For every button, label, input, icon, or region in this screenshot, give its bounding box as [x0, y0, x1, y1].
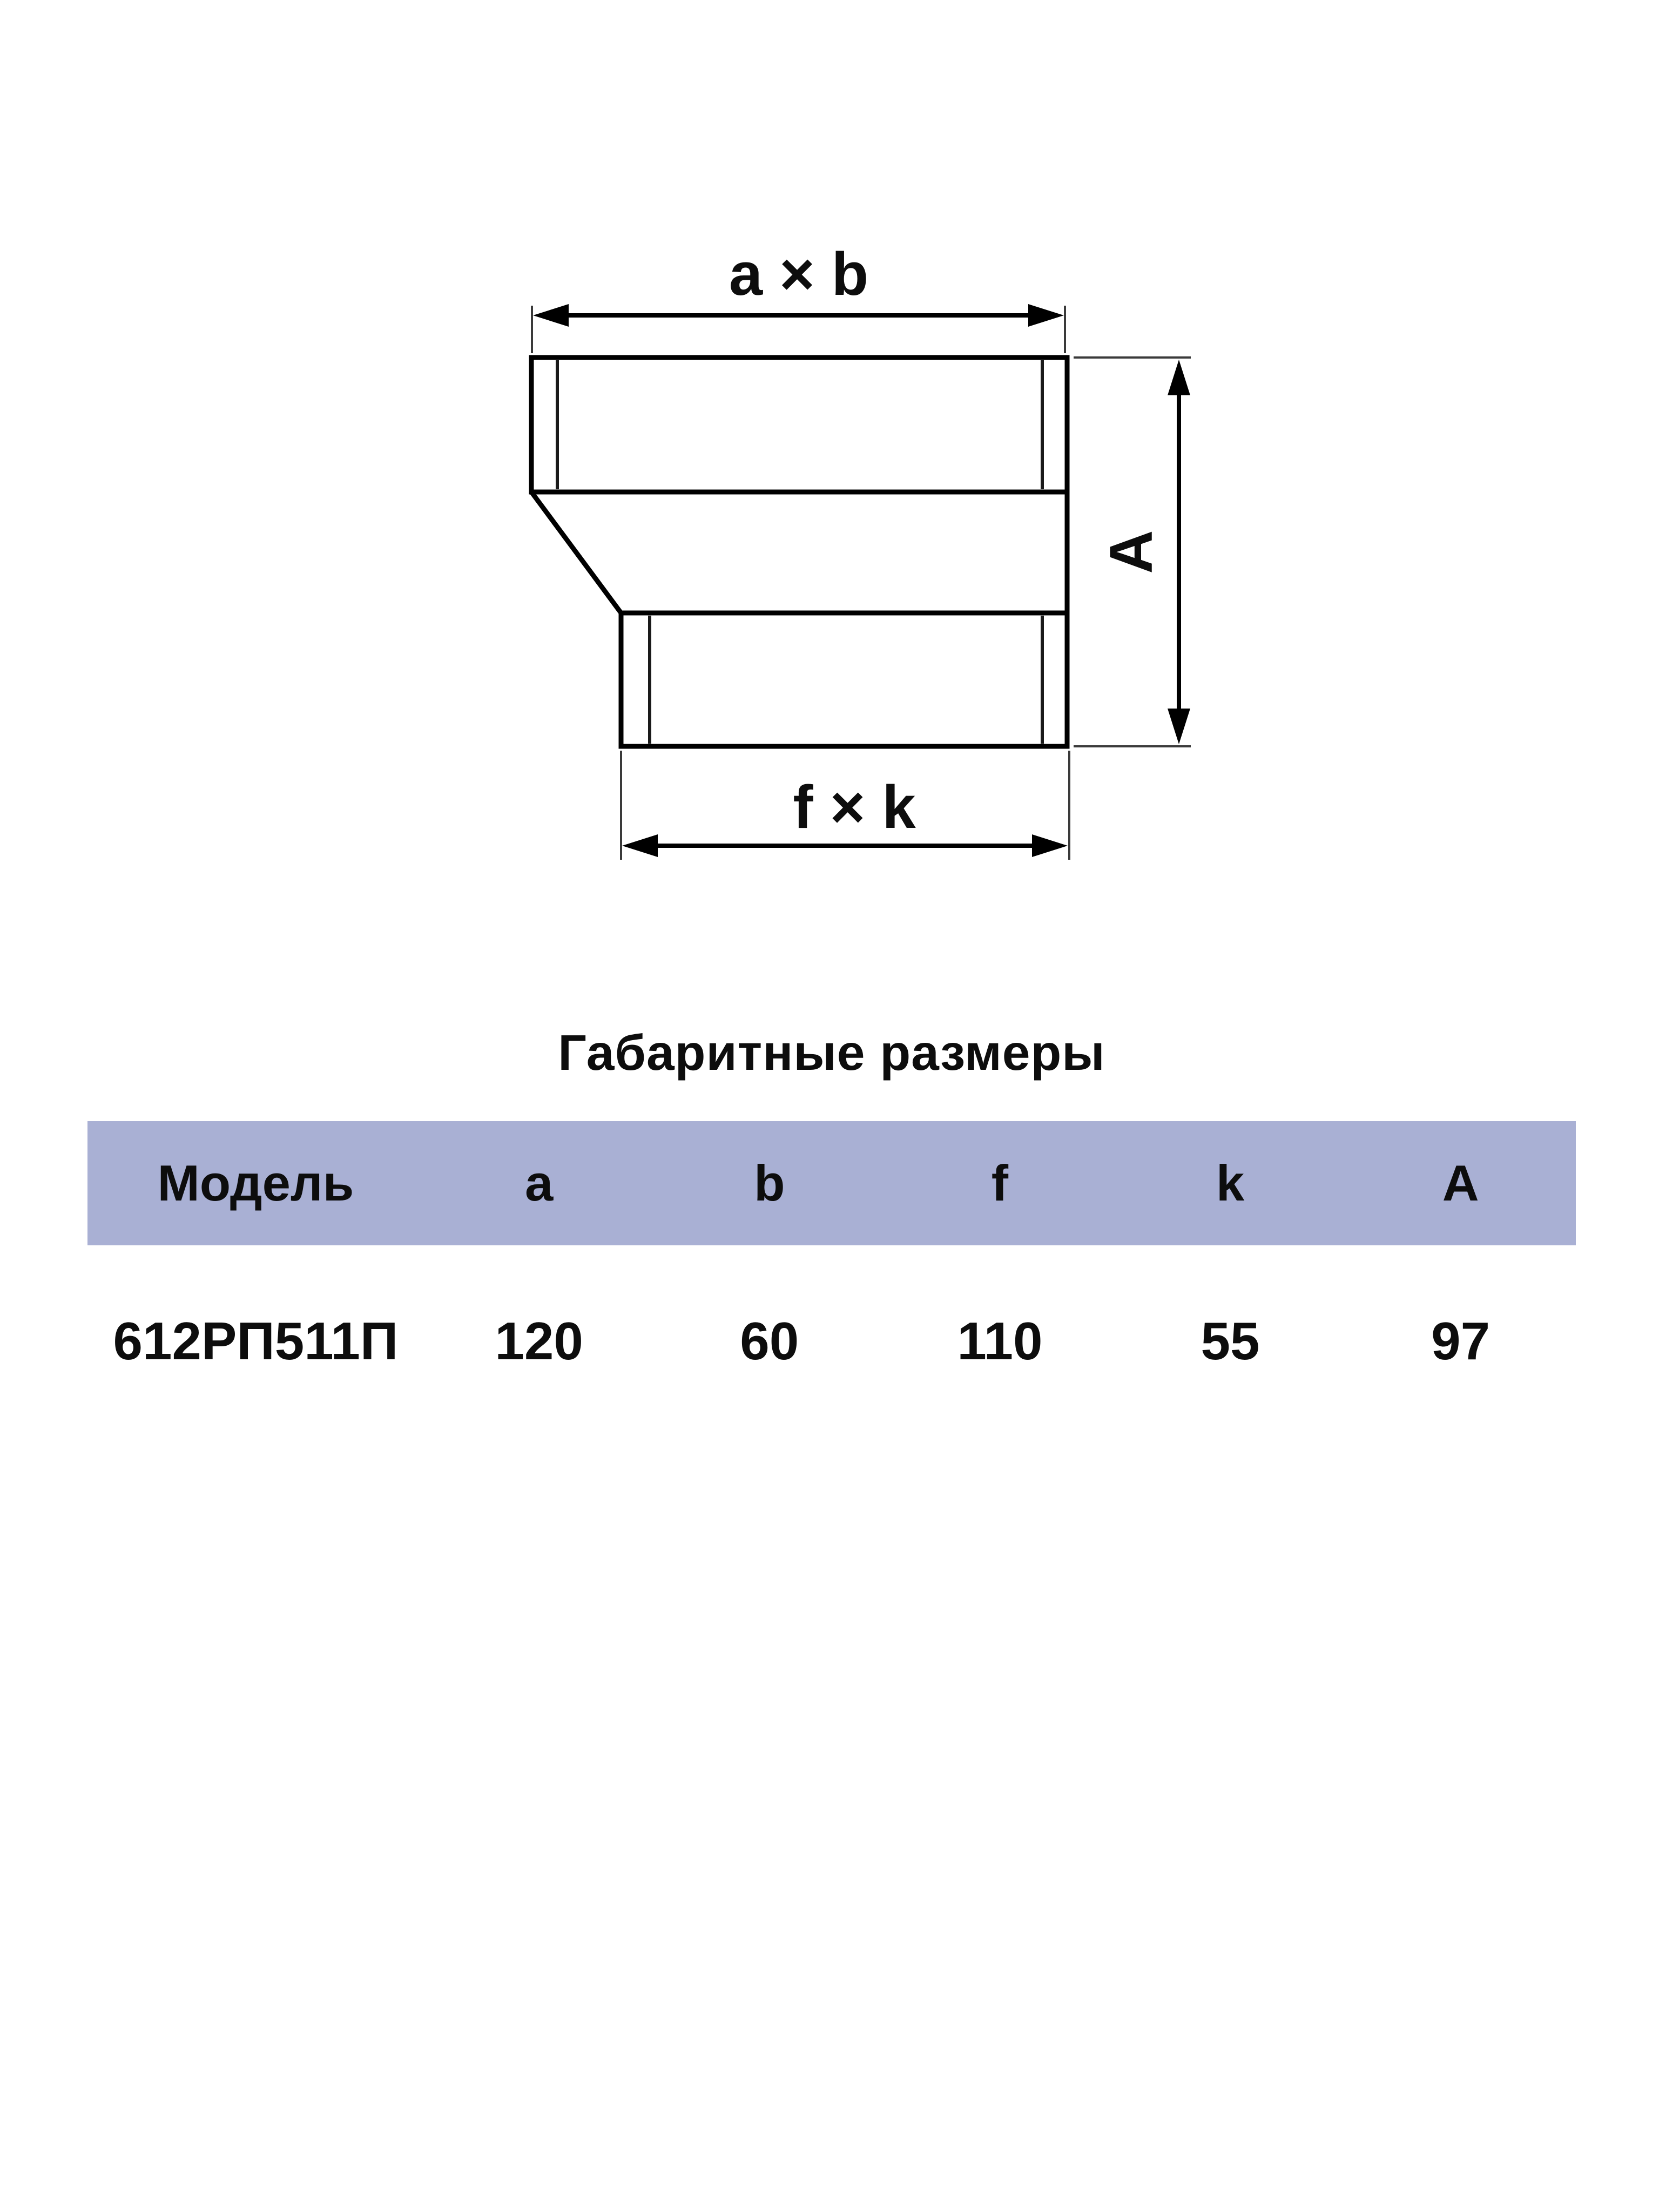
column-header-a: a: [525, 1155, 554, 1211]
reducer-transition-slope: [531, 492, 621, 613]
column-header-model: Модель: [157, 1155, 354, 1211]
label-A: A: [1097, 530, 1165, 574]
column-header-k: k: [1216, 1155, 1245, 1211]
column-header-f: f: [991, 1155, 1009, 1211]
cell-value-A: 97: [1431, 1311, 1491, 1371]
cell-value-k: 55: [1201, 1311, 1260, 1371]
label-f-x-k: f × k: [793, 773, 916, 841]
table-header-row: [87, 1121, 1576, 1245]
column-header-b: b: [754, 1155, 785, 1211]
table-row: [87, 1310, 1576, 1372]
label-A-group: [1097, 530, 1165, 574]
arrowhead-A-bottom: [1168, 709, 1190, 744]
cell-model: 612РП511П: [113, 1311, 399, 1371]
arrowhead-ab-right: [1028, 304, 1064, 327]
cell-value-a: 120: [495, 1311, 583, 1371]
arrowhead-A-top: [1168, 360, 1190, 395]
arrowhead-ab-left: [533, 304, 569, 327]
reducer-top-socket: [531, 358, 1067, 492]
arrowhead-fk-left: [622, 834, 658, 857]
dimensions-table: [87, 1121, 1576, 1372]
reducer-bottom-socket: [621, 613, 1067, 746]
arrowhead-fk-right: [1032, 834, 1068, 857]
table-title: Габаритные размеры: [558, 1024, 1105, 1081]
reducer-dimension-drawing: [0, 0, 1659, 945]
column-header-A: A: [1442, 1155, 1479, 1211]
cell-value-f: 110: [957, 1311, 1043, 1371]
cell-value-b: 60: [740, 1311, 799, 1371]
label-a-x-b: a × b: [729, 240, 869, 308]
